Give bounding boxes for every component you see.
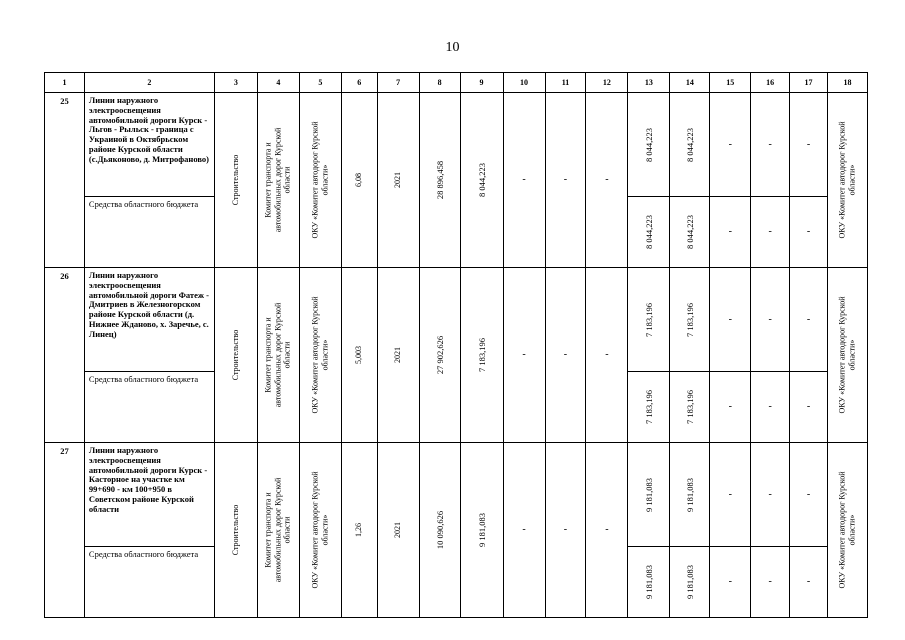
col-16-value: - [751,268,790,372]
funding-source: Средства областного бюджета [84,197,214,268]
capacity [341,93,377,268]
header-cell: 18 [827,73,867,93]
header-cell: 7 [377,73,419,93]
investment-table [44,72,868,618]
customer-text: Комитет транспорта и автомобильных дорог Курской области [263,477,293,583]
header-cell: 9 [460,73,503,93]
col-13-value [628,547,670,618]
col-15-value: - [710,268,751,372]
funding-source: Средства областного бюджета [84,547,214,618]
header-cell: 6 [341,73,377,93]
total-cost [460,268,503,443]
col-13-value-text: 7 183,196 [643,302,654,337]
col-15-value: - [710,547,751,618]
capacity-text: 1,26 [354,523,364,537]
col-13-value-text: 9 181,083 [643,477,654,512]
col-17-value: - [790,197,828,268]
col-10-value: - [503,443,545,618]
col-14-value-text: 8 044,223 [684,127,695,162]
col-13-value [628,372,670,443]
header-cell: 1 [45,73,85,93]
table-row [45,443,868,547]
col-17-value: - [790,93,828,197]
estimated-cost [419,93,460,268]
col-13-value-text: 9 181,083 [643,565,654,599]
developer-text: ОКУ «Комитет автодорог Курской области» [310,471,330,589]
customer [257,268,299,443]
col-14-value-text: 7 183,196 [684,390,695,424]
header-cell: 11 [545,73,586,93]
col-13-value [628,443,670,547]
capacity-text: 6,08 [354,173,364,187]
col-12-value: - [586,443,628,618]
estimated-cost-text: 28 896,458 [434,160,445,200]
header-cell: 12 [586,73,628,93]
capacity [341,443,377,618]
header-cell: 14 [670,73,710,93]
col-14-value [670,372,710,443]
col-14-value [670,197,710,268]
col-13-value-text: 8 044,223 [643,215,654,249]
work-type [214,268,257,443]
customer [257,443,299,618]
col-14-value [670,443,710,547]
year-text: 2021 [393,347,403,363]
row-number: 26 [45,268,85,443]
header-cell: 8 [419,73,460,93]
col-13-value [628,268,670,372]
page-number: 10 [445,40,460,55]
col-12-value: - [586,268,628,443]
col-13-value [628,197,670,268]
col-11-value: - [545,93,586,268]
total-cost [460,93,503,268]
operator-text: ОКУ «Комитет автодорог Курской области» [837,121,857,239]
developer [299,443,341,618]
header-cell: 13 [628,73,670,93]
row-number: 27 [45,443,85,618]
estimated-cost-text: 10 090,626 [434,510,445,550]
col-13-value [628,93,670,197]
work-type-text: Строительство [231,329,241,381]
customer-text: Комитет транспорта и автомобильных дорог Курской области [263,302,293,408]
customer-text: Комитет транспорта и автомобильных дорог Курской области [263,127,293,233]
customer [257,93,299,268]
col-17-value: - [790,268,828,372]
year-text: 2021 [393,522,403,538]
work-type [214,93,257,268]
year [377,268,419,443]
table-body [45,73,868,618]
operator [827,93,867,268]
object-name: Линии наружного электроосвещения автомобильной дороги Фатеж - Дмитриев в Железногорском районе Курской области (д. Нижнее Жданово, х. Заречье, с. Линец) [84,268,214,372]
total-cost-text: 7 183,196 [476,338,487,372]
operator [827,443,867,618]
col-13-value-text: 7 183,196 [643,390,654,424]
header-cell: 4 [257,73,299,93]
header-cell: 2 [84,73,214,93]
developer-text: ОКУ «Комитет автодорог Курской области» [310,121,330,239]
header-cell: 3 [214,73,257,93]
col-17-value: - [790,547,828,618]
col-16-value: - [751,443,790,547]
header-cell: 10 [503,73,545,93]
col-16-value: - [751,372,790,443]
developer-text: ОКУ «Комитет автодорог Курской области» [310,296,330,414]
total-cost [460,443,503,618]
object-name: Линии наружного электроосвещения автомобильной дороги Курск - Касторное на участке км 99+690 - км 100+950 в Советском районе Курской области [84,443,214,547]
year-text: 2021 [393,172,403,188]
col-17-value: - [790,372,828,443]
col-14-value [670,268,710,372]
developer [299,93,341,268]
col-14-value-text: 7 183,196 [684,302,695,337]
operator [827,268,867,443]
work-type-text: Строительство [231,154,241,206]
col-16-value: - [751,93,790,197]
total-cost-text: 9 181,083 [476,513,487,547]
col-15-value: - [710,197,751,268]
col-11-value: - [545,268,586,443]
col-15-value: - [710,443,751,547]
estimated-cost-text: 27 902,626 [434,335,445,375]
col-14-value-text: 8 044,223 [684,215,695,249]
work-type [214,443,257,618]
col-15-value: - [710,93,751,197]
total-cost-text: 8 044,223 [476,163,487,197]
header-cell: 15 [710,73,751,93]
year [377,443,419,618]
col-14-value [670,93,710,197]
developer [299,268,341,443]
estimated-cost [419,443,460,618]
table-row [45,93,868,197]
header-row [45,73,868,93]
operator-text: ОКУ «Комитет автодорог Курской области» [837,296,857,414]
header-cell: 5 [299,73,341,93]
col-15-value: - [710,372,751,443]
col-17-value: - [790,443,828,547]
col-13-value-text: 8 044,223 [643,127,654,162]
col-14-value [670,547,710,618]
col-12-value: - [586,93,628,268]
year [377,93,419,268]
object-name: Линии наружного электроосвещения автомобильной дороги Курск - Льгов - Рыльск - граница с Украиной в Октябрьском районе Курской области (с.Дьяконово, д. Митрофаново) [84,93,214,197]
capacity-text: 5,003 [354,346,364,364]
estimated-cost [419,268,460,443]
operator-text: ОКУ «Комитет автодорог Курской области» [837,471,857,589]
col-16-value: - [751,547,790,618]
funding-source: Средства областного бюджета [84,372,214,443]
header-cell: 16 [751,73,790,93]
col-14-value-text: 9 181,083 [684,477,695,512]
work-type-text: Строительство [231,504,241,556]
col-10-value: - [503,93,545,268]
col-16-value: - [751,197,790,268]
col-11-value: - [545,443,586,618]
row-number: 25 [45,93,85,268]
table-row [45,268,868,372]
col-10-value: - [503,268,545,443]
capacity [341,268,377,443]
col-14-value-text: 9 181,083 [684,565,695,599]
header-cell: 17 [790,73,828,93]
